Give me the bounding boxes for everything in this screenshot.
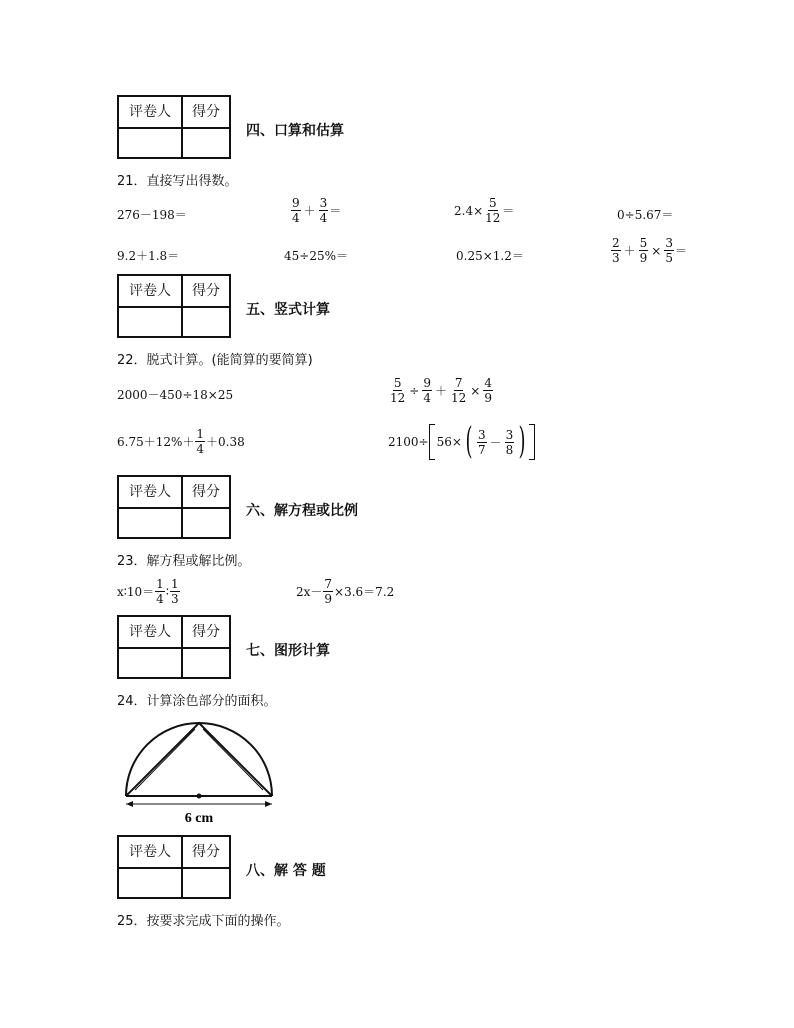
q21-expr-5: 9.2＋1.8＝: [117, 249, 180, 263]
section-title: 六、解方程或比例: [246, 503, 358, 519]
section-title: 四、口算和估算: [246, 123, 344, 139]
question-21: 21．直接写出得数。: [117, 174, 238, 189]
score-box-grader-label: 评卷人: [129, 283, 171, 299]
score-box-grader-label: 评卷人: [129, 624, 171, 640]
score-box: [117, 835, 231, 899]
score-box-grader-label: 评卷人: [129, 104, 171, 120]
q22-expr-1: 2000－450÷18×25: [117, 388, 234, 402]
q21-expr-8: 2 3 ＋ $\frac{5}{9}$ × $\frac{3}{5}$ ＝: [612, 236, 688, 265]
score-box: [117, 95, 231, 159]
score-box-grader-label: 评卷人: [129, 844, 171, 860]
question-25: 25．按要求完成下面的操作。: [117, 914, 290, 929]
section-title: 八、解 答 题: [246, 863, 326, 879]
score-box-score-label: 得分: [192, 484, 220, 500]
q21-expr-2: 9 4 ＋ 3 4 ＝: [292, 196, 342, 225]
question-22: 22．脱式计算。(能简算的要简算): [117, 353, 313, 368]
q22-expr-3: 6.75＋12%＋ 1 4 ＋0.38: [117, 427, 245, 456]
q22-expr-4: 2100÷ 56× ( 3 7 － 3 8 ): [388, 424, 535, 460]
score-box: [117, 274, 231, 338]
semicircle-triangle-figure: [115, 712, 285, 827]
q23-expr-1: x∶10＝ 1 4 ∶ 1 3: [117, 577, 179, 606]
section-title: 五、竖式计算: [246, 302, 330, 318]
score-box-grader-label: 评卷人: [129, 484, 171, 500]
score-box-score-label: 得分: [192, 624, 220, 640]
question-24: 24．计算涂色部分的面积。: [117, 694, 277, 709]
q21-expr-4: 0÷5.67＝: [617, 208, 674, 222]
q22-expr-2: $\frac{5}{12}$ ÷ $\frac{9}{4}$ ＋ $\frac{7}{12}$ × $\frac{4}{9}$: [390, 376, 492, 405]
section-title: 七、图形计算: [246, 643, 330, 659]
figure-dimension-label: 6 cm: [184, 811, 214, 826]
score-box-score-label: 得分: [192, 283, 220, 299]
score-box: [117, 475, 231, 539]
q23-expr-2: 2x－ $\frac{7}{9}$ ×3.6＝7.2: [296, 577, 395, 606]
score-box-score-label: 得分: [192, 104, 220, 120]
q21-expr-7: 0.25×1.2＝: [456, 249, 524, 263]
q21-expr-6: 45÷25%＝: [284, 249, 348, 263]
q21-expr-1: 276－198＝: [117, 208, 187, 222]
q21-expr-3: 2.4× $\frac{5}{12}$ ＝: [454, 196, 515, 225]
score-box-score-label: 得分: [192, 844, 220, 860]
question-23: 23．解方程或解比例。: [117, 554, 251, 569]
score-box: [117, 615, 231, 679]
